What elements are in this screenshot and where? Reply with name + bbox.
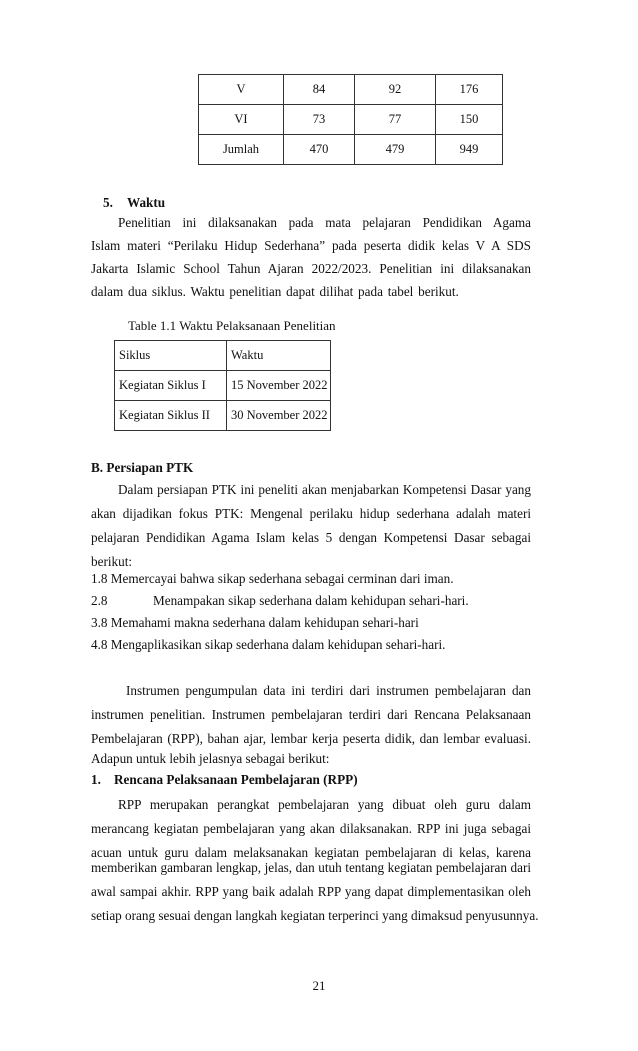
student-count-table [198, 74, 503, 165]
table-row [199, 105, 503, 135]
rpp-heading: Rencana Pelaksanaan Pembelajaran (RPP) [114, 772, 358, 787]
paragraph-line: Jakarta Islamic School Tahun Ajaran 2022/2023. Penelitian ini dilaksanakan [91, 261, 531, 276]
paragraph-line: Dalam persiapan PTK ini peneliti akan menjabarkan Kompetensi Dasar yang [118, 482, 531, 497]
table-row [115, 371, 331, 401]
table-header-cell: Waktu [227, 341, 331, 371]
page-number: 21 [312, 978, 326, 993]
paragraph-line: Instrumen pengumpulan data ini terdiri dari instrumen pembelajaran dan [126, 683, 531, 698]
table-cell: 176 [436, 75, 503, 105]
paragraph-line: berikut: [91, 554, 133, 569]
table-cell: 150 [436, 105, 503, 135]
table-row [199, 75, 503, 105]
kd-item: Menampakan sikap sederhana dalam kehidupan sehari-hari. [153, 593, 469, 608]
paragraph-line: RPP merupakan perangkat pembelajaran yang dibuat oleh guru dalam [118, 797, 531, 812]
paragraph-line: instrumen penelitian. Instrumen pembelajaran terdiri dari Rencana Pelaksanaan [91, 707, 531, 722]
kd-item: 3.8 Memahami makna sederhana dalam kehidupan sehari-hari [91, 615, 419, 630]
table-cell: V [199, 75, 284, 105]
table-row [115, 401, 331, 431]
table-cell: VI [199, 105, 284, 135]
table-cell: Jumlah [199, 135, 284, 165]
table-cell: 77 [355, 105, 436, 135]
table-cell: 84 [284, 75, 355, 105]
table-header-row [115, 341, 331, 371]
paragraph-line: Islam materi “Perilaku Hidup Sederhana” pada peserta didik kelas V A SDS [91, 238, 531, 253]
paragraph-line: Penelitian ini dilaksanakan pada mata pelajaran Pendidikan Agama [118, 215, 531, 230]
table-cell: 470 [284, 135, 355, 165]
paragraph-line: Adapun untuk lebih jelasnya sebagai berikut: [91, 751, 330, 766]
table-row [199, 135, 503, 165]
paragraph-line: Pembelajaran (RPP), bahan ajar, lembar kerja peserta didik, dan lembar evaluasi. [91, 731, 531, 746]
table-caption: Table 1.1 Waktu Pelaksanaan Penelitian [128, 318, 336, 333]
table-cell: 479 [355, 135, 436, 165]
paragraph-line: akan dijadikan fokus PTK: Mengenal perilaku hidup sederhana adalah materi [91, 506, 531, 521]
table-cell: 15 November 2022 [227, 371, 331, 401]
table-cell: 73 [284, 105, 355, 135]
paragraph-line: memberikan gambaran lengkap, jelas, dan utuh tentang kegiatan pembelajaran dari [91, 860, 531, 875]
table-cell: 92 [355, 75, 436, 105]
paragraph-line: merancang kegiatan pembelajaran yang akan dilaksanakan. RPP ini juga sebagai [91, 821, 531, 836]
kd-item: 1.8 Memercayai bahwa sikap sederhana sebagai cerminan dari iman. [91, 571, 454, 586]
waktu-table [114, 340, 331, 431]
kd-number: 2.8 [91, 593, 108, 608]
rpp-number: 1. [91, 772, 101, 787]
paragraph-line: acuan untuk guru dalam melaksanakan kegiatan pembelajaran di kelas, karena [91, 845, 531, 860]
table-cell: 949 [436, 135, 503, 165]
paragraph-line: setiap orang sesuai dengan langkah kegiatan terperinci yang dimaksud penyusunnya. [91, 908, 539, 923]
table-cell: Kegiatan Siklus I [115, 371, 227, 401]
kd-item: 4.8 Mengaplikasikan sikap sederhana dalam kehidupan sehari-hari. [91, 637, 446, 652]
section-b-heading: B. Persiapan PTK [91, 460, 194, 475]
paragraph-line: dalam dua siklus. Waktu penelitian dapat dilihat pada tabel berikut. [91, 284, 459, 299]
section-5-number: 5. [103, 195, 113, 210]
section-5-heading: Waktu [127, 195, 166, 210]
paragraph-line: pelajaran Pendidikan Agama Islam kelas 5 dengan Kompetensi Dasar sebagai [91, 530, 531, 545]
paragraph-line: awal sampai akhir. RPP yang baik adalah RPP yang dapat dimplementasikan oleh [91, 884, 531, 899]
table-header-cell: Siklus [115, 341, 227, 371]
table-cell: 30 November 2022 [227, 401, 331, 431]
table-cell: Kegiatan Siklus II [115, 401, 227, 431]
